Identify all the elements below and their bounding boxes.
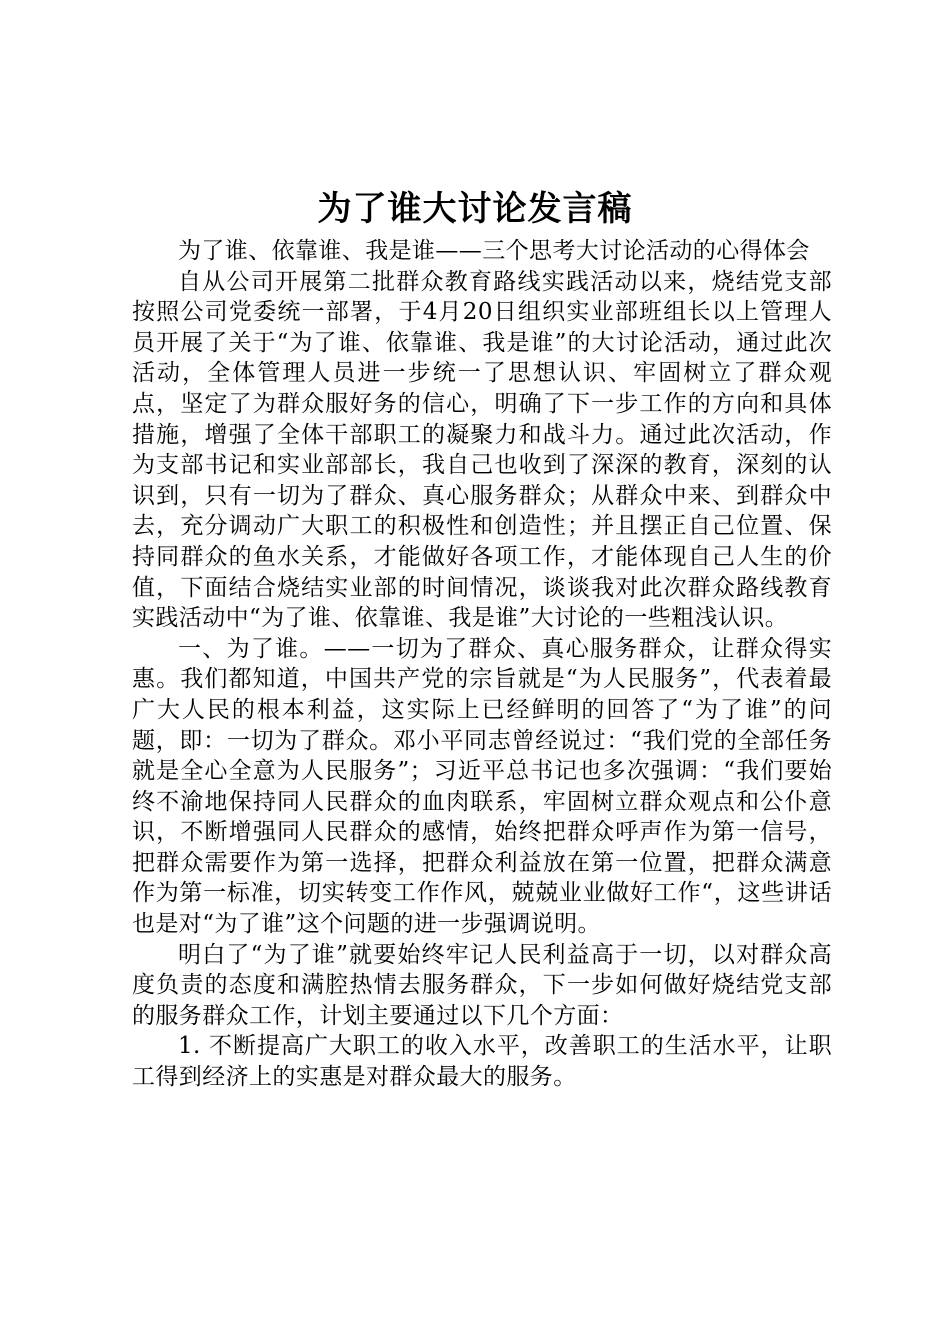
paragraph-subtitle: 为了谁、依靠谁、我是谁——三个思考大讨论活动的心得体会 [178, 238, 810, 264]
paragraph-plan-intro: 明白了“为了谁”就要始终牢记人民利益高于一切，以对群众高度负责的态度和满腔热情去服务群众，下一步如何做好烧结党支部的服务群众工作，计划主要通过以下几个方面： [132, 941, 832, 1029]
paragraph-intro: 自从公司开展第二批群众教育路线实践活动以来，烧结党支部按照公司党委统一部署，于4月20日组织实业部班组长以上管理人员开展了关于“为了谁、依靠谁、我是谁”的大讨论活动，通过此次活动，全体管理人员进一步统一了思想认识、牢固树立了群众观点，坚定了为群众服好务的信心，明确了下一步工作的方向和具体措施，增强了全体干部职工的凝聚力和战斗力。通过此次活动，作为支部书记和实业部部长，我自己也收到了深深的教育，深刻的认识到，只有一切为了群众、真心服务群众；从群众中来、到群众中去，充分调动广大职工的积极性和创造性；并且摆正自己位置、保持同群众的鱼水关系，才能做好各项工作，才能体现自己人生的价值，下面结合烧结实业部的时间情况，谈谈我对此次群众路线教育实践活动中“为了谁、依靠谁、我是谁”大讨论的一些粗浅认识。 [132, 268, 832, 632]
paragraph-section-one: 一、为了谁。——一切为了群众、真心服务群众，让群众得实惠。我们都知道，中国共产党的宗旨就是“为人民服务”，代表着最广大人民的根本利益，这实际上已经鲜明的回答了“为了谁”的问题，即：一切为了群众。邓小平同志曾经说过：“我们党的全部任务就是全心全意为人民服务”；习近平总书记也多次强调：“我们要始终不渝地保持同人民群众的血肉联系，牢固树立群众观点和公仆意识，不断增强同人民群众的感情，始终把群众呼声作为第一信号，把群众需要作为第一选择，把群众利益放在第一位置，把群众满意作为第一标准，切实转变工作作风，兢兢业业做好工作“，这些讲话也是对“为了谁”这个问题的进一步强调说明。 [132, 635, 832, 938]
paragraph-item-one: 1. 不断提高广大职工的收入水平，改善职工的生活水平，让职工得到经济上的实惠是对群众最大的服务。 [132, 1033, 832, 1091]
document-title: 为了谁大讨论发言稿 [317, 189, 633, 229]
document-body [132, 236, 832, 1093]
